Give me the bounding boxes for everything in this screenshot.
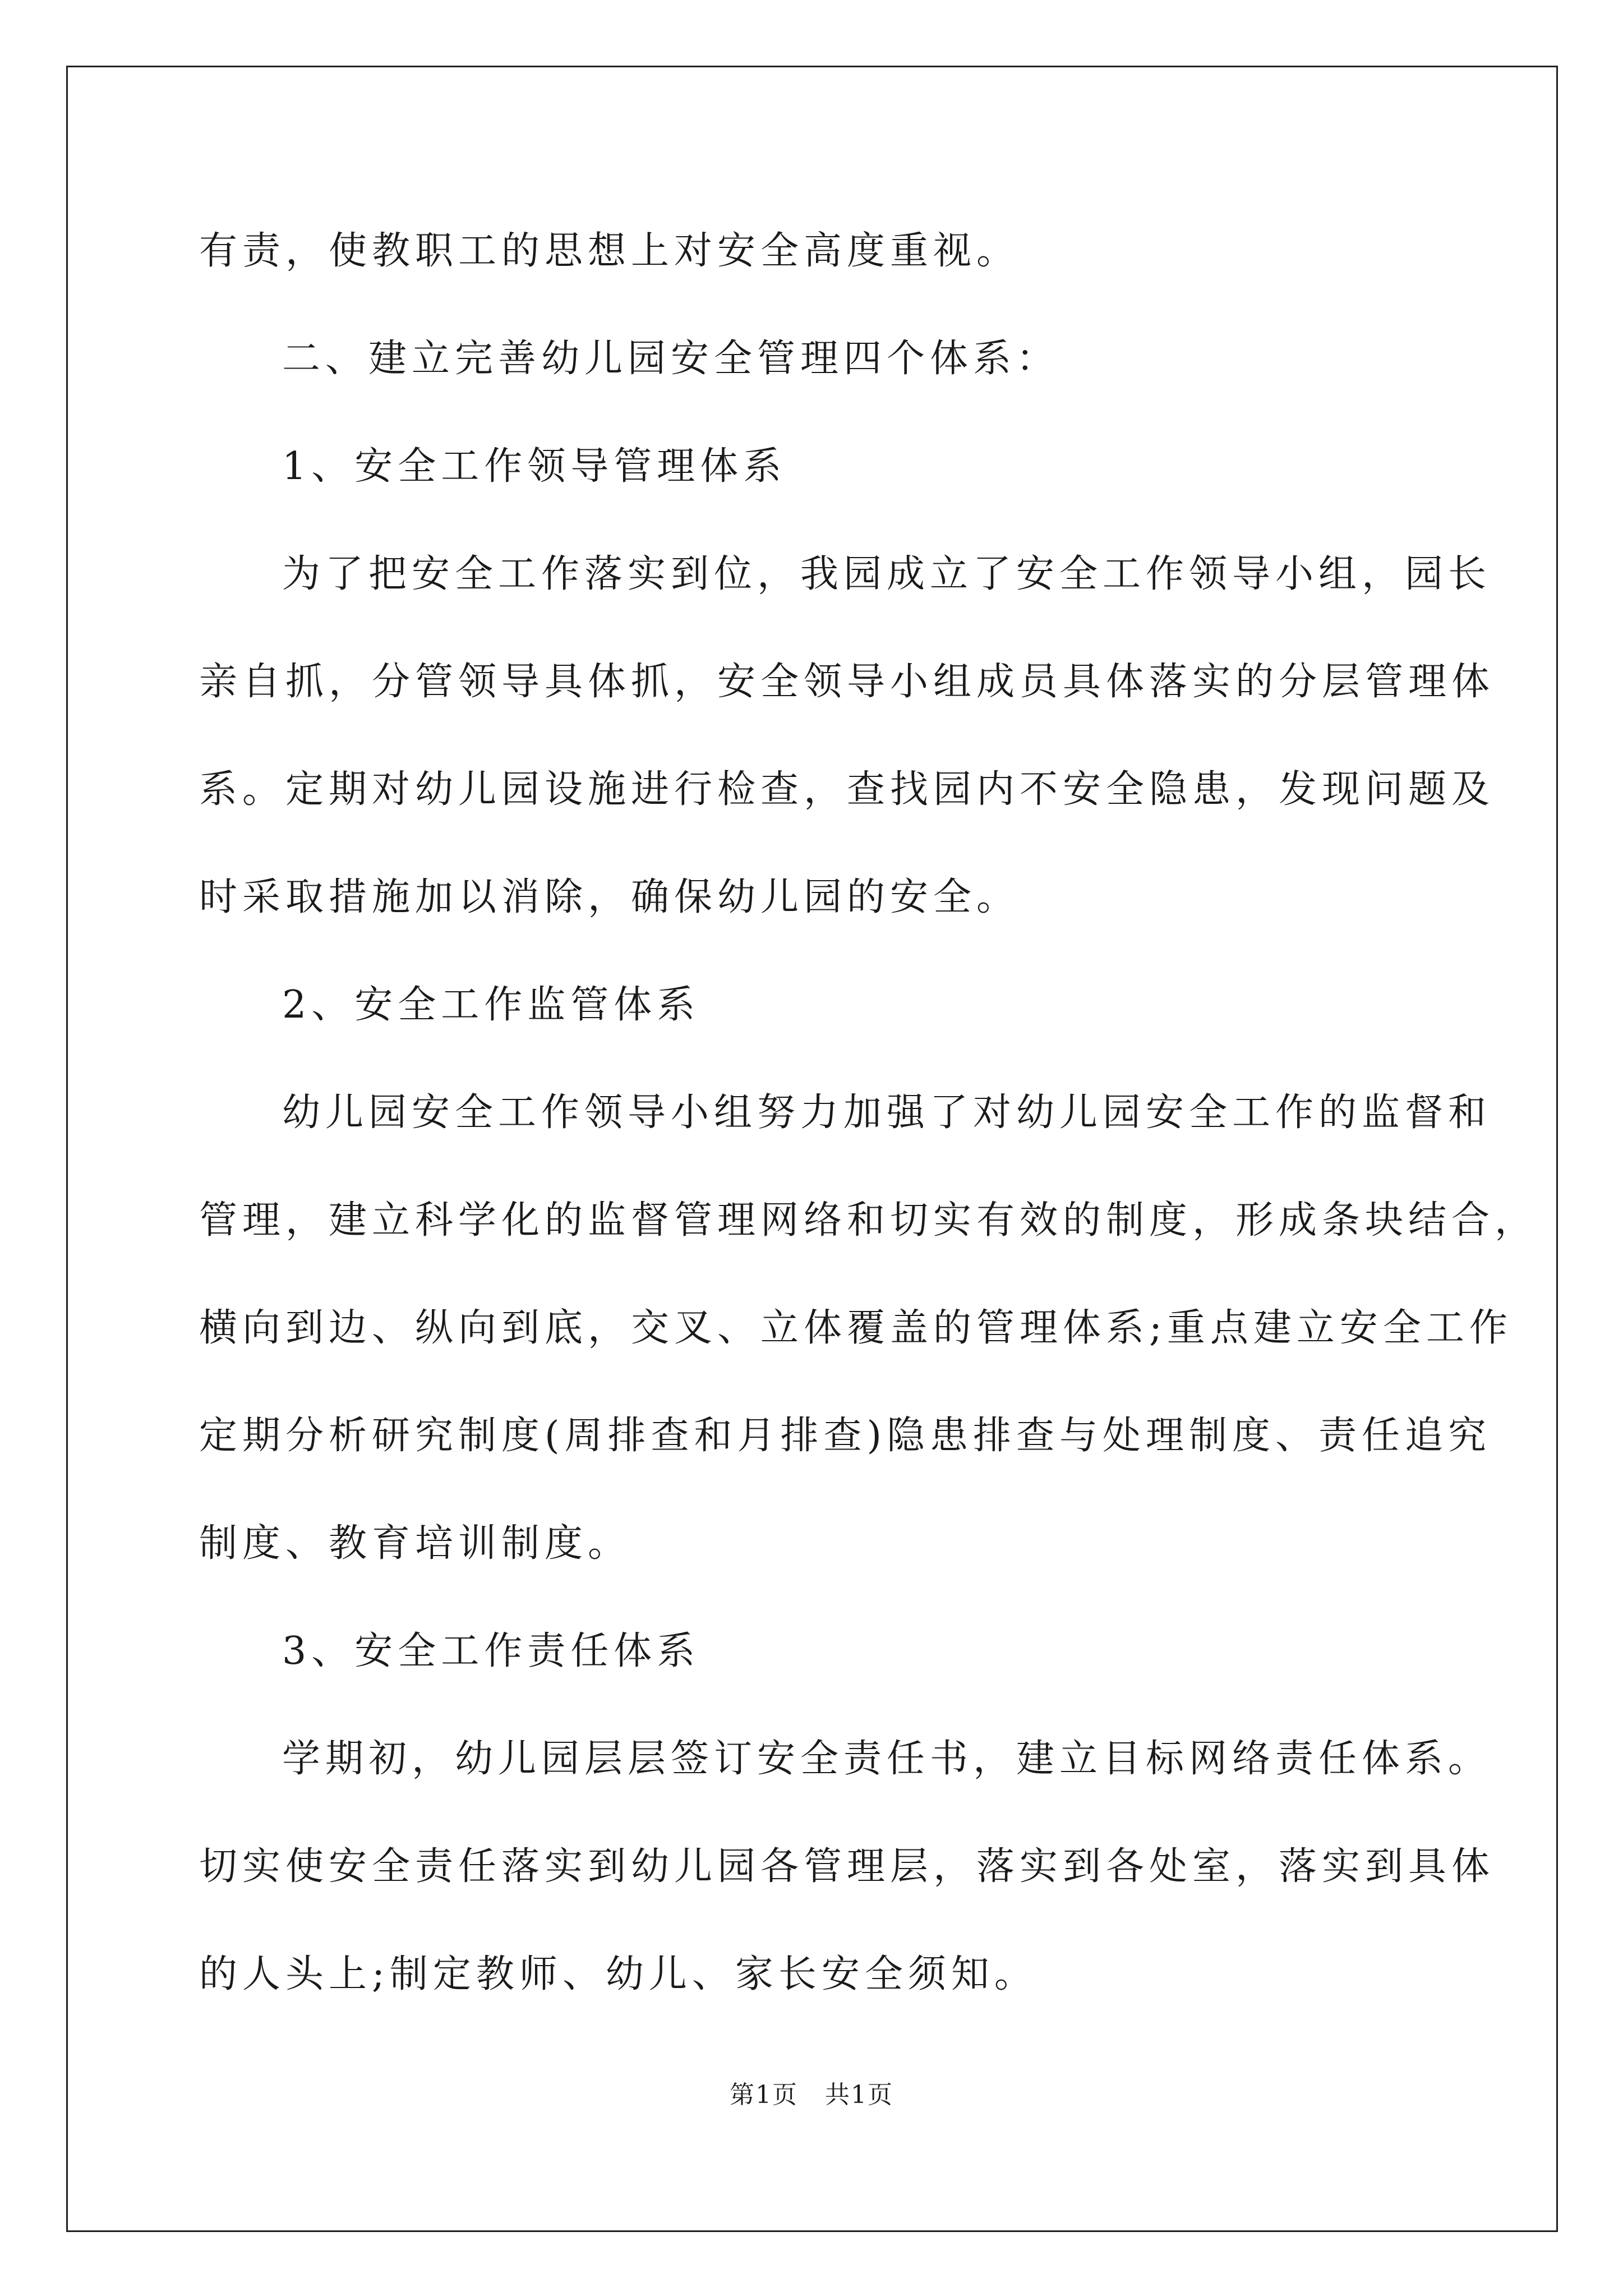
text-line: 幼儿园安全工作领导小组努力加强了对幼儿园安全工作的监督和 (282, 1091, 1492, 1135)
subsection-heading-3: 3、安全工作责任体系 (282, 1629, 700, 1673)
text-line: 定期分析研究制度(周排查和月排查)隐患排查与处理制度、责任追究 (199, 1414, 1492, 1458)
text-line: 为了把安全工作落实到位，我园成立了安全工作领导小组，园长 (282, 552, 1492, 596)
text-line: 系。定期对幼儿园设施进行检查，查找园内不安全隐患，发现问题及 (199, 767, 1495, 812)
subsection-heading-2: 2、安全工作监管体系 (282, 983, 700, 1027)
page-number-footer: 第1页 共1页 (730, 2081, 893, 2109)
text-line: 亲自抓，分管领导具体抓，安全领导小组成员具体落实的分层管理体 (199, 660, 1495, 704)
text-line: 有责，使教职工的思想上对安全高度重视。 (199, 229, 1020, 273)
text-line: 管理，建立科学化的监督管理网络和切实有效的制度，形成条块结合， (199, 1198, 1538, 1243)
section-heading: 二、建立完善幼儿园安全管理四个体系： (282, 337, 1060, 381)
document-body (199, 197, 1538, 2028)
text-line: 制度、教育培训制度。 (199, 1521, 631, 1566)
text-line: 横向到边、纵向到底，交叉、立体覆盖的管理体系;重点建立安全工作 (199, 1306, 1513, 1350)
text-line: 时采取措施加以消除，确保幼儿园的安全。 (199, 875, 1020, 919)
text-block (199, 197, 1538, 2028)
text-line: 学期初，幼儿园层层签订安全责任书，建立目标网络责任体系。 (282, 1737, 1492, 1781)
text-line: 切实使安全责任落实到幼儿园各管理层，落实到各处室，落实到具体 (199, 1844, 1495, 1889)
text-line: 的人头上;制定教师、幼儿、家长安全须知。 (199, 1952, 1038, 1996)
subsection-heading-1: 1、安全工作领导管理体系 (282, 444, 787, 489)
